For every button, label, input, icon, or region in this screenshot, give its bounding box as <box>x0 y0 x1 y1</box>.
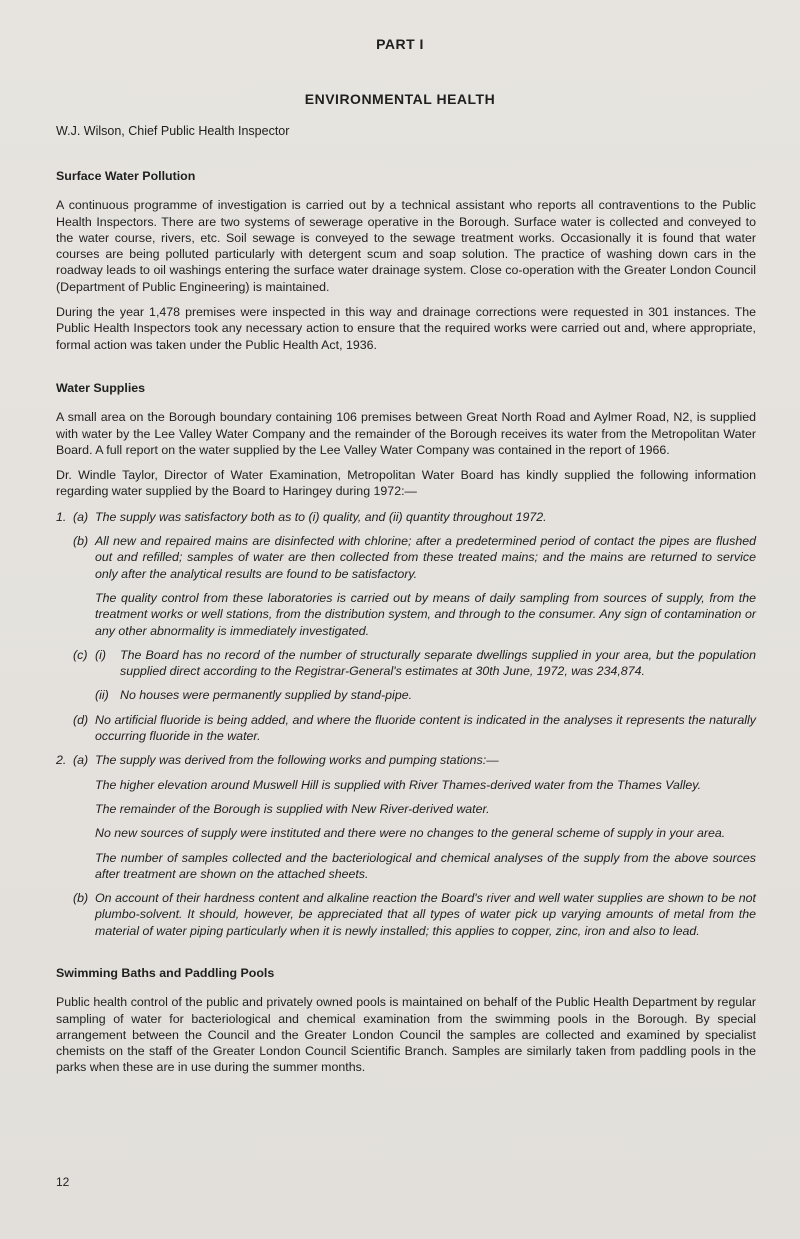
item-text: The Board has no record of the number of structurally separate dwellings supplied in your area, but the population supplied direct according to the Registrar-General's estimates at 30th June, 1972, was 234,874. <box>120 647 756 679</box>
page-number: 12 <box>56 1175 70 1189</box>
item-number: 1. <box>56 509 67 524</box>
paragraph: Public health control of the public and privately owned pools is maintained on behalf of the Public Health Department by regular sampling of water for bacteriological and chemical examination from the swimming pools in the Borough. By special arrangement between the Council and the Greater London Council the samples are collected and examined by specialist chemists on the staff of the Greater London Council Scientific Branch. Samples are similarly taken from paddling pools in the parks when these are in use during the summer months. <box>56 995 756 1075</box>
list-item-1a <box>56 509 756 525</box>
item-text: No artificial fluoride is being added, and where the fluoride content is indicated in the analyses it represents the naturally occurring fluoride in the water. <box>95 712 756 744</box>
item-continuation: The remainder of the Borough is supplied with New River-derived water. <box>95 801 490 816</box>
heading-swimming: Swimming Baths and Paddling Pools <box>56 965 275 980</box>
item-letter: (b) <box>73 891 89 906</box>
item-text: All new and repaired mains are disinfected with chlorine; after a predetermined period of contact the pipes are flushed out and refilled; samples of water are then collected from these treated mains; and the mains are returned to service only after the analytical results are found to be satisfactory. <box>95 534 756 581</box>
part-heading: PART I <box>376 36 424 52</box>
list-item-1b <box>56 533 756 582</box>
list-item-1c-ii <box>56 687 756 703</box>
paragraph: During the year 1,478 premises were inspected in this way and drainage corrections were requested in 301 instances. The Public Health Inspectors took any necessary action to ensure that the required works were carried out and, where appropriate, formal action was taken under the Public Health Act, 1936. <box>56 305 756 352</box>
item-text: The supply was satisfactory both as to (i) quality, and (ii) quantity throughout 1972. <box>95 509 547 524</box>
item-text: The supply was derived from the following works and pumping stations:— <box>95 753 499 768</box>
author-line: W.J. Wilson, Chief Public Health Inspector <box>56 124 290 138</box>
list-item-2a <box>56 752 756 768</box>
item-continuation: The number of samples collected and the bacteriological and chemical analyses of the supply from the above sources after treatment are shown on the attached sheets. <box>95 850 756 881</box>
item-continuation: No new sources of supply were instituted and there were no changes to the general scheme of supply in your area. <box>95 826 726 841</box>
item-letter: (b) <box>73 534 89 549</box>
item-letter: (a) <box>73 509 89 524</box>
item-continuation: The higher elevation around Muswell Hill is supplied with River Thames-derived water from the Thames Valley. <box>95 777 702 792</box>
item-roman: (i) <box>95 647 107 662</box>
item-letter: (d) <box>73 712 89 727</box>
heading-surface-water: Surface Water Pollution <box>56 169 196 183</box>
paragraph: Dr. Windle Taylor, Director of Water Examination, Metropolitan Water Board has kindly supplied the following information regarding water supplied by the Board to Haringey during 1972:— <box>56 468 756 499</box>
list-item-2b <box>56 890 756 939</box>
document-body <box>56 168 756 1085</box>
item-roman: (ii) <box>95 688 109 703</box>
item-text: No houses were permanently supplied by stand-pipe. <box>120 688 413 703</box>
item-letter: (c) <box>73 647 88 662</box>
paragraph: A small area on the Borough boundary containing 106 premises between Great North Road and Aylmer Road, N2, is supplied with water by the Lee Valley Water Company and the remainder of the Borough receives its water from the Metropolitan Water Board. A full report on the water supplied by the Lee Valley Water Company was contained in the report of 1966. <box>56 410 756 457</box>
heading-water-supplies: Water Supplies <box>56 380 146 395</box>
item-continuation: The quality control from these laboratories is carried out by means of daily sampling from sources of supply, from the treatment works or well stations, from the distribution system, and through to the consumer. Any sign of contamination or any other abnormality is immediately investigated. <box>95 590 756 638</box>
list-item-1d <box>56 712 756 745</box>
list-item-1c-i <box>56 647 756 680</box>
paragraph: A continuous programme of investigation is carried out by a technical assistant who reports all contraventions to the Public Health Inspectors. There are two systems of sewerage operative in the Borough. Surface water is collected and conveyed to the water course, rivers, etc. Soil sewage is conveyed to the sewage treatment works. Occasionally it is found that water courses are being polluted particularly with detergent scum and soap solution. The practice of washing down cars in the roadway leads to oil washings entering the surface water drainage system. Close co-operation with the Greater London Council (Department of Public Engineering) is maintained. <box>56 198 756 294</box>
item-number: 2. <box>56 753 67 768</box>
item-letter: (a) <box>73 753 89 768</box>
item-text: On account of their hardness content and alkaline reaction the Board's river and well water supplies are shown to be not plumbo-solvent. It should, however, be appreciated that all types of water pick up varying amounts of metal from the material of water piping particularly when it is newly installed; this applies to copper, zinc, iron and also to lead. <box>95 891 756 938</box>
page-title: ENVIRONMENTAL HEALTH <box>304 91 496 107</box>
